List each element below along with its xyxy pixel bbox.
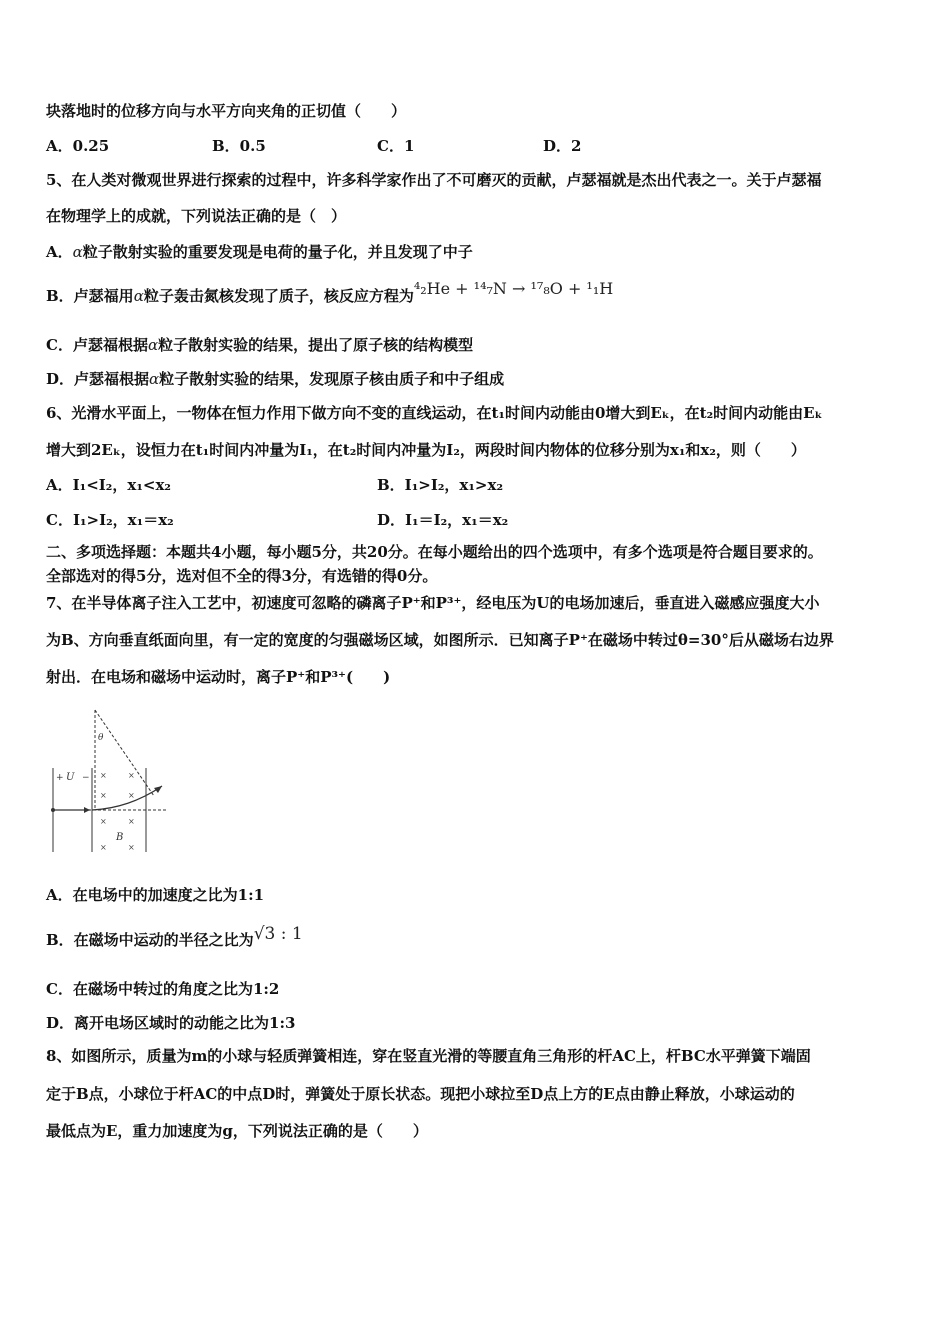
field-cross: ×: [128, 817, 135, 826]
radius-dashed-line: [95, 710, 154, 796]
q4-option-a: A．0.25: [46, 137, 110, 155]
q6-option-d: D．I₁＝I₂，x₁＝x₂: [377, 511, 509, 529]
field-cross: ×: [100, 843, 107, 852]
q4-option-b: B．0.5: [212, 137, 266, 155]
q7-stem-line1: 7、在半导体离子注入工艺中，初速度可忽略的磷离子P⁺和P³⁺，经电压为U的电场加速后，垂直进入磁感应强度大小: [46, 594, 820, 612]
q5-stem-line2: 在物理学上的成就，下列说法正确的是（ ）: [46, 207, 347, 225]
entry-arrow-head: [84, 807, 90, 813]
alpha-symbol: α: [147, 336, 159, 354]
q8-stem-line1: 8、如图所示，质量为m的小球与轻质弹簧相连，穿在竖直光滑的等腰直角三角形的杆AC上，杆BC水平弹簧下端固: [46, 1047, 811, 1065]
q7-option-a: A．在电场中的加速度之比为1:1: [46, 886, 265, 904]
q5-c-prefix: C．卢瑟福根据: [46, 336, 148, 354]
q7-b-text: B．在磁场中运动的半径之比为: [46, 931, 254, 949]
alpha-symbol: α: [133, 287, 144, 305]
q8-stem-line2: 定于B点，小球位于杆AC的中点D时，弹簧处于原长状态。现把小球拉至D点上方的E点由静止释放，小球运动的: [46, 1085, 795, 1103]
nuclear-reaction-formula: ⁴₂He + ¹⁴₇N → ¹⁷₈O + ¹₁H: [413, 279, 614, 298]
q5-stem-line1: 5、在人类对微观世界进行探索的过程中，许多科学家作出了不可磨灭的贡献，卢瑟福就是杰出代表之一。关于卢瑟福: [46, 171, 822, 189]
q5-b-text: 粒子轰击氮核发现了质子，核反应方程为: [143, 287, 414, 305]
source-point: [51, 808, 55, 812]
q7-option-c: C．在磁场中转过的角度之比为1:2: [46, 980, 280, 998]
field-cross: ×: [100, 771, 107, 780]
field-cross: ×: [128, 771, 135, 780]
q6-stem-line1: 6、光滑水平面上，一物体在恒力作用下做方向不变的直线运动，在t₁时间内动能由0增大到Eₖ，在t₂时间内动能由Eₖ: [46, 404, 823, 422]
section2-header-line2: 全部选对的得5分，选对但不全的得3分，有选错的得0分。: [46, 567, 438, 585]
alpha-symbol: α: [149, 370, 160, 388]
q5-a-text: 粒子散射实验的重要发现是电荷的量子化，并且发现了中子: [82, 243, 473, 261]
q5-option-a: [46, 242, 910, 262]
field-cross: ×: [100, 817, 107, 826]
q4-option-c: C．1: [377, 137, 415, 155]
q6-option-b: B．I₁>I₂，x₁>x₂: [377, 476, 504, 494]
sqrt3-ratio-formula: √3 : 1: [253, 924, 303, 944]
field-cross: ×: [100, 791, 107, 800]
minus-sign: −: [82, 773, 90, 783]
theta-label: θ: [98, 733, 104, 743]
q7-stem-line2: 为B、方向垂直纸面向里，有一定的宽度的匀强磁场区域，如图所示．已知离子P⁺在磁场中转过θ=30°后从磁场右边界: [46, 631, 834, 649]
q5-d-prefix: D．卢瑟福根据: [46, 370, 150, 388]
alpha-symbol: α: [72, 243, 83, 261]
q7-figure: [50, 706, 180, 856]
q6-stem-line2: 增大到2Eₖ，设恒力在t₁时间内冲量为I₁，在t₂时间内冲量为I₂，两段时间内物体的位移分别为x₁和x₂，则（ ）: [46, 441, 806, 459]
b-label: B: [116, 832, 124, 843]
q5-d-text: 粒子散射实验的结果，发现原子核由质子和中子组成: [159, 370, 505, 388]
q8-stem-line3: 最低点为E，重力加速度为g，下列说法正确的是（ ）: [46, 1122, 428, 1140]
q5-option-b: [46, 279, 910, 306]
q5-option-c: [46, 335, 910, 355]
q7-option-b: [46, 924, 303, 950]
q4-option-d: D．2: [543, 137, 582, 155]
section2-header-line1: 二、多项选择题：本题共4小题，每小题5分，共20分。在每小题给出的四个选项中，有多个选项是符合题目要求的。: [46, 543, 823, 561]
q5-option-d: [46, 369, 910, 389]
u-label: U: [66, 772, 75, 783]
plus-sign: +: [56, 773, 64, 783]
q4-stem-tail: 块落地时的位移方向与水平方向夹角的正切值（ ）: [46, 102, 407, 120]
q6-option-c: C．I₁>I₂，x₁＝x₂: [46, 511, 174, 529]
q7-stem-line3: 射出．在电场和磁场中运动时，离子P⁺和P³⁺( ): [46, 668, 391, 686]
q5-a-prefix: A．: [46, 243, 73, 261]
q7-option-d: D．离开电场区域时的动能之比为1:3: [46, 1014, 296, 1032]
arrow-head: [154, 786, 162, 793]
field-cross: ×: [128, 791, 135, 800]
q5-b-prefix: B．卢瑟福用: [46, 287, 134, 305]
q6-option-a: A．I₁<I₂，x₁<x₂: [46, 476, 171, 494]
field-cross: ×: [128, 843, 135, 852]
q5-c-text: 粒子散射实验的结果，提出了原子核的结构模型: [158, 336, 474, 354]
